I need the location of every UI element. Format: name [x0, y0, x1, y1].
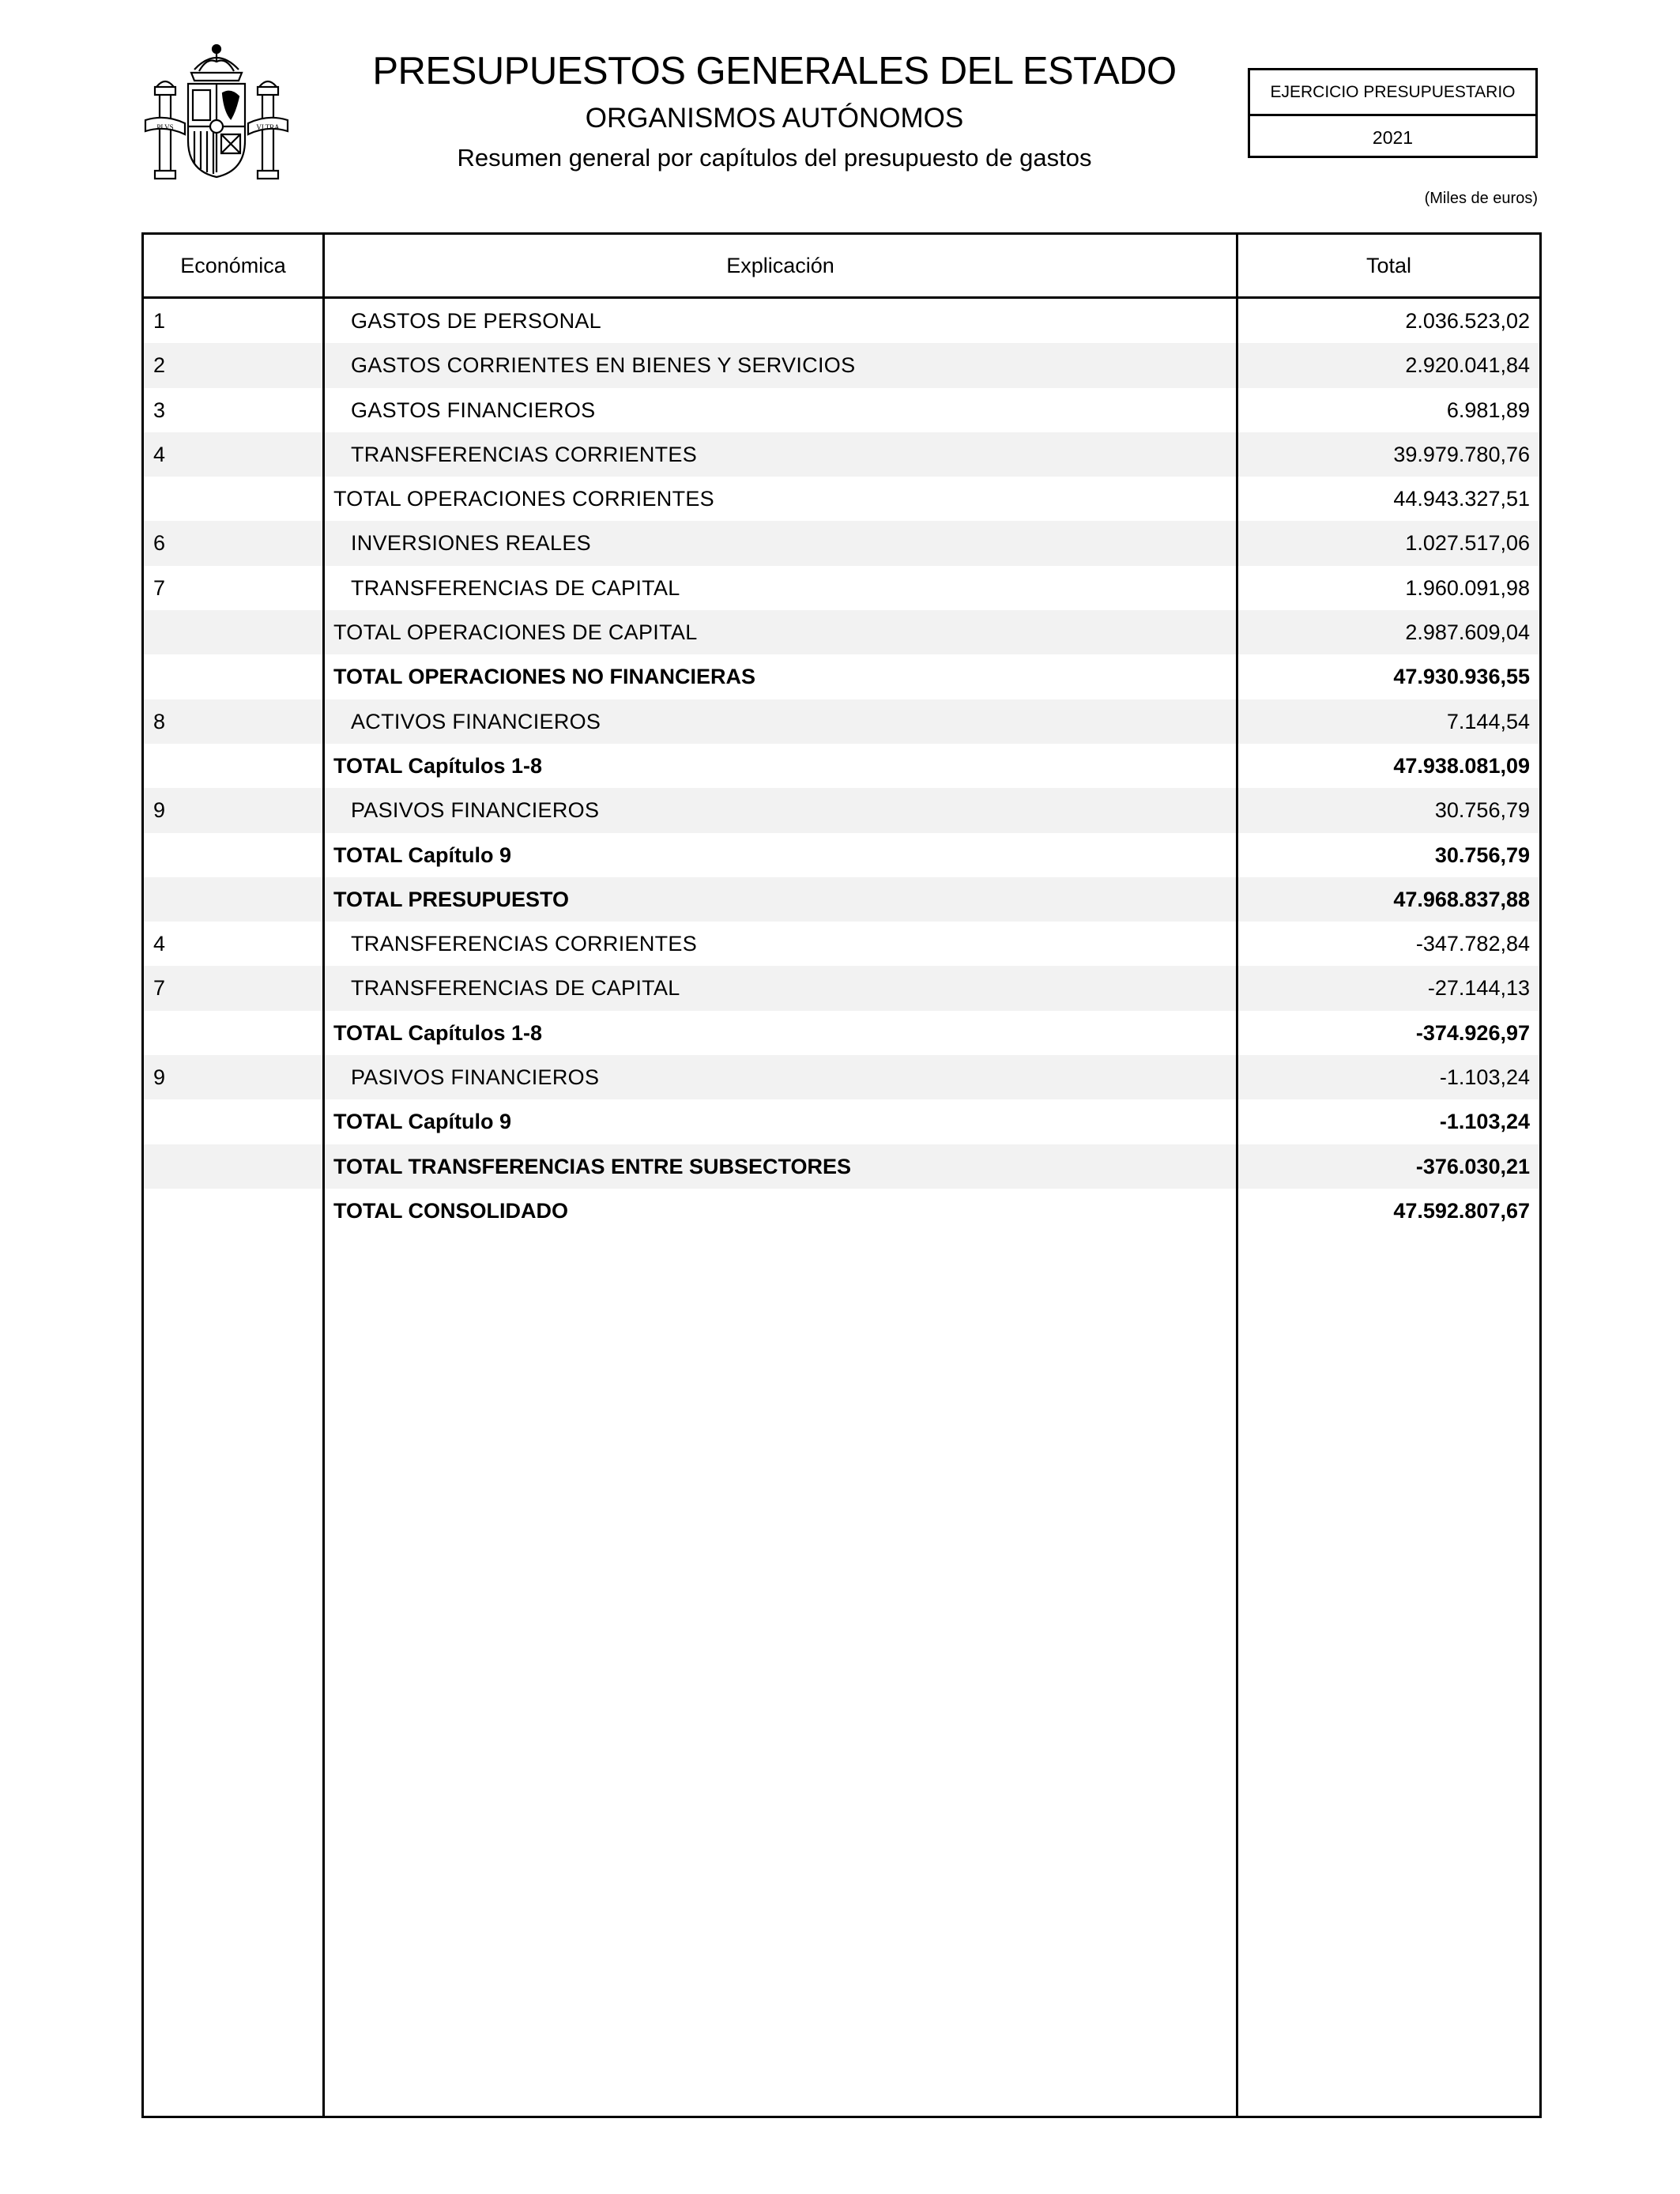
- cell-total: 47.592.807,67: [1393, 1198, 1530, 1223]
- cell-total: -374.926,97: [1415, 1020, 1530, 1045]
- cell-explicacion: TOTAL PRESUPUESTO: [333, 887, 570, 911]
- cell-total: 44.943.327,51: [1393, 487, 1530, 511]
- cell-explicacion: PASIVOS FINANCIEROS: [351, 798, 600, 823]
- crest-motto-right: VLTRA: [256, 123, 280, 131]
- cell-economica: 3: [153, 398, 166, 422]
- cell-explicacion: TRANSFERENCIAS DE CAPITAL: [351, 575, 680, 600]
- cell-explicacion: PASIVOS FINANCIEROS: [351, 1065, 600, 1090]
- table-row: [144, 432, 1539, 477]
- budget-table: [141, 232, 1542, 2118]
- cell-economica: 7: [153, 976, 166, 1001]
- cell-total: -27.144,13: [1427, 976, 1530, 1001]
- cell-explicacion: TOTAL TRANSFERENCIAS ENTRE SUBSECTORES: [333, 1154, 852, 1178]
- cell-explicacion: GASTOS FINANCIEROS: [351, 398, 596, 422]
- cell-economica: 1: [153, 309, 166, 333]
- cell-total: 30.756,79: [1434, 843, 1530, 867]
- column-header-economica: Económica: [180, 254, 286, 277]
- table-row: [144, 833, 1539, 877]
- exercise-label: EJERCICIO PRESUPUESTARIO: [1250, 70, 1535, 116]
- table-row: [144, 744, 1539, 788]
- cell-total: 1.027.517,06: [1405, 531, 1530, 556]
- table-row: [144, 610, 1539, 654]
- cell-total: 2.987.609,04: [1405, 620, 1530, 645]
- cell-total: 47.938.081,09: [1393, 753, 1530, 778]
- column-divider: [322, 235, 325, 2116]
- cell-explicacion: TOTAL Capítulos 1-8: [333, 1020, 543, 1045]
- cell-total: 30.756,79: [1434, 798, 1530, 823]
- table-row: [144, 788, 1539, 832]
- table-row: [144, 1189, 1539, 1233]
- cell-total: 2.036.523,02: [1405, 309, 1530, 333]
- cell-explicacion: GASTOS CORRIENTES EN BIENES Y SERVICIOS: [351, 353, 856, 378]
- table-row: [144, 299, 1539, 343]
- cell-economica: 9: [153, 1065, 166, 1090]
- cell-explicacion: INVERSIONES REALES: [351, 531, 591, 556]
- exercise-year: 2021: [1372, 127, 1414, 148]
- table-row: [144, 1011, 1539, 1055]
- table-row: [144, 966, 1539, 1010]
- page-description: Resumen general por capítulos del presupuesto de gastos: [457, 144, 1092, 172]
- units-label: (Miles de euros): [1424, 190, 1538, 207]
- cell-explicacion: TRANSFERENCIAS DE CAPITAL: [351, 976, 680, 1001]
- cell-explicacion: ACTIVOS FINANCIEROS: [351, 709, 601, 733]
- cell-explicacion: TOTAL OPERACIONES DE CAPITAL: [333, 620, 698, 645]
- table-row: [144, 1099, 1539, 1144]
- cell-total: 47.968.837,88: [1393, 887, 1530, 911]
- table-body: [144, 299, 1539, 1233]
- cell-explicacion: TOTAL OPERACIONES CORRIENTES: [333, 487, 714, 511]
- cell-total: -1.103,24: [1439, 1110, 1530, 1134]
- crest-motto-left: PLVS: [156, 123, 174, 131]
- cell-explicacion: TOTAL Capítulos 1-8: [333, 753, 543, 778]
- table-row: [144, 566, 1539, 610]
- cell-total: -376.030,21: [1415, 1154, 1530, 1178]
- cell-explicacion: TOTAL Capítulo 9: [333, 1110, 512, 1134]
- cell-total: 47.930.936,55: [1393, 665, 1530, 689]
- cell-explicacion: TRANSFERENCIAS CORRIENTES: [351, 932, 698, 956]
- page-title: PRESUPUESTOS GENERALES DEL ESTADO: [372, 50, 1177, 92]
- table-row: [144, 1055, 1539, 1099]
- cell-explicacion: TOTAL OPERACIONES NO FINANCIERAS: [333, 665, 756, 689]
- table-row: [144, 922, 1539, 966]
- cell-explicacion: TOTAL CONSOLIDADO: [333, 1198, 568, 1223]
- cell-explicacion: TRANSFERENCIAS CORRIENTES: [351, 442, 698, 466]
- cell-total: 39.979.780,76: [1393, 442, 1530, 466]
- cell-economica: 2: [153, 353, 166, 378]
- column-divider: [1236, 235, 1238, 2116]
- cell-total: -347.782,84: [1415, 932, 1530, 956]
- coat-of-arms-icon: [139, 38, 294, 193]
- table-row: [144, 654, 1539, 699]
- table-row: [144, 343, 1539, 387]
- table-row: [144, 477, 1539, 521]
- table-row: [144, 388, 1539, 432]
- column-header-total: Total: [1365, 254, 1412, 277]
- cell-economica: 4: [153, 932, 166, 956]
- cell-total: -1.103,24: [1439, 1065, 1530, 1090]
- cell-explicacion: GASTOS DE PERSONAL: [351, 309, 601, 333]
- page-subtitle: ORGANISMOS AUTÓNOMOS: [585, 103, 964, 134]
- cell-economica: 7: [153, 575, 166, 600]
- cell-total: 7.144,54: [1446, 709, 1530, 733]
- table-row: [144, 877, 1539, 922]
- table-header: [144, 235, 1539, 299]
- table-row: [144, 1144, 1539, 1189]
- exercise-box: [1248, 68, 1538, 158]
- cell-economica: 6: [153, 531, 166, 556]
- cell-total: 2.920.041,84: [1405, 353, 1530, 378]
- cell-economica: 9: [153, 798, 166, 823]
- table-row: [144, 699, 1539, 744]
- cell-economica: 4: [153, 442, 166, 466]
- cell-total: 1.960.091,98: [1405, 575, 1530, 600]
- cell-total: 6.981,89: [1446, 398, 1530, 422]
- column-header-explicacion: Explicación: [726, 254, 834, 277]
- table-row: [144, 521, 1539, 565]
- cell-explicacion: TOTAL Capítulo 9: [333, 843, 512, 867]
- cell-economica: 8: [153, 709, 166, 733]
